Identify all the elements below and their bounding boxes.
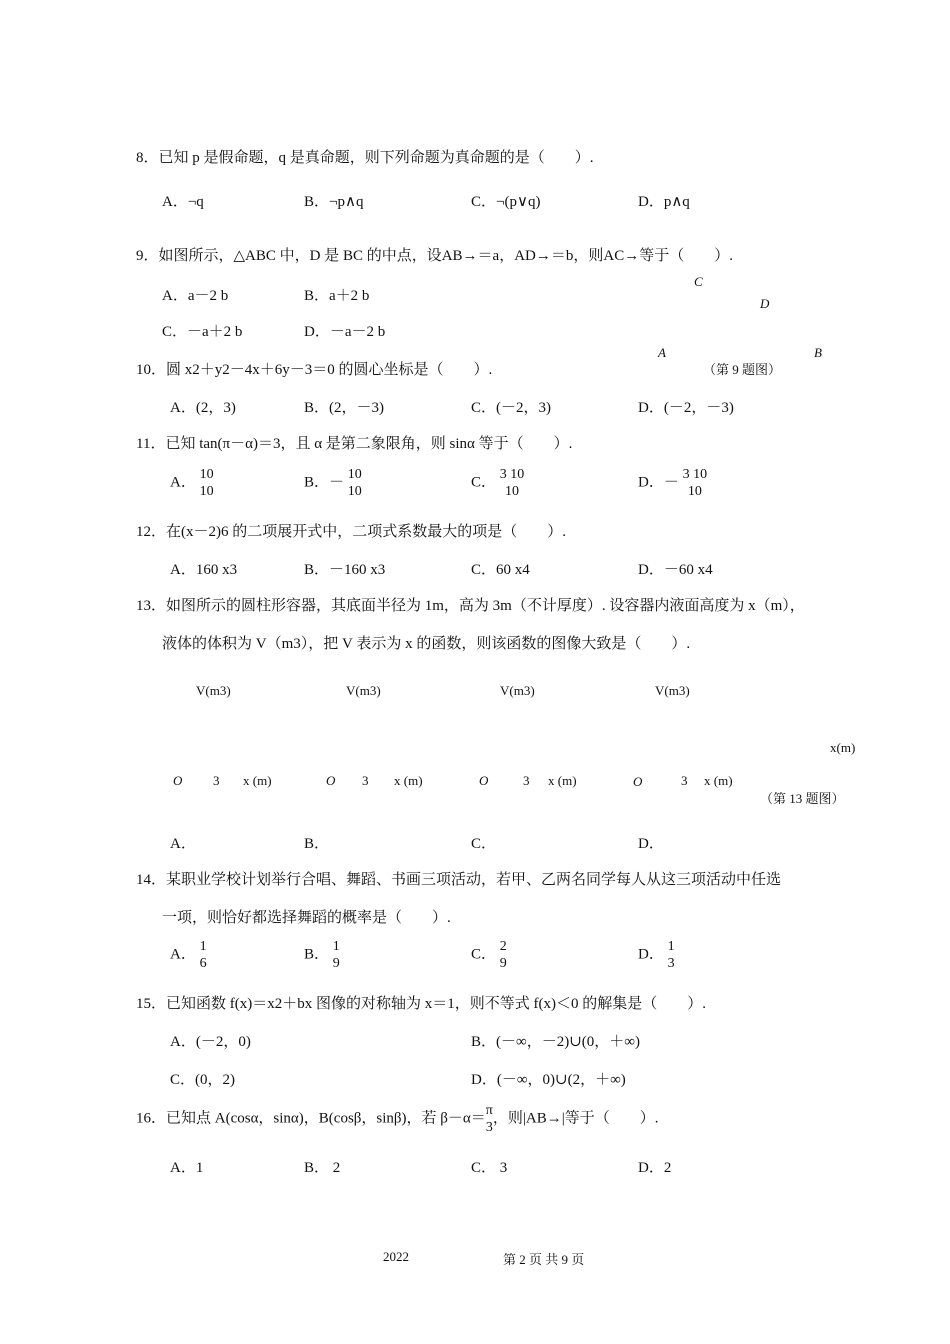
q10-option-d: D．(－2，－3) [638, 400, 734, 416]
q16-option-a: A．1 [170, 1160, 204, 1176]
graph-a-x-label: x (m) [243, 773, 272, 788]
q11-b-den: 10 [347, 484, 362, 499]
graph-a-tick: 3 [213, 773, 220, 788]
q16-pi-num: π [485, 1103, 493, 1118]
question-16-stem [136, 1102, 658, 1136]
q11-d-den: 10 [687, 484, 702, 499]
q16-pi-fraction [486, 1102, 493, 1136]
q15-option-b: B．(－∞，－2)∪(0，＋∞) [471, 1034, 640, 1050]
q9-option-b: B．a＋2 b [304, 288, 370, 304]
q9-option-a: A．a－2 b [162, 288, 229, 304]
q11-option-c-fraction [500, 466, 525, 500]
q10-option-a: A．(2，3) [170, 400, 236, 416]
q9-figure-caption: （第 9 题图） [703, 362, 782, 377]
q10-option-b: B．(2，－3) [304, 400, 384, 416]
q14-option-c [471, 938, 507, 972]
q16-option-b: B． 2 [304, 1160, 341, 1176]
q11-d-num: 3 10 [682, 467, 708, 482]
q12-option-d: D．－60 x4 [638, 562, 713, 578]
question-9-stem: 9．如图所示，△ABC 中，D 是 BC 的中点，设AB→＝a，AD→＝b，则AC→等于（ ）. [136, 248, 733, 264]
q9-figure-label-c: C [694, 274, 703, 289]
question-10-stem: 10．圆 x2＋y2－4x＋6y－3＝0 的圆心坐标是（ ）. [136, 362, 493, 378]
q13-option-b: B． [304, 836, 330, 852]
q14-option-b [304, 938, 340, 972]
q16-option-c: C． 3 [471, 1160, 508, 1176]
q12-option-a: A．160 x3 [170, 562, 238, 578]
q14-a-num: 1 [199, 939, 207, 954]
q11-option-b-fraction [348, 466, 362, 500]
graph-b-tick: 3 [362, 773, 369, 788]
graph-b-y-label: V(m3) [346, 683, 381, 698]
q13-option-c: C． [471, 836, 497, 852]
q16-stem-after: ，则|AB→|等于（ ）. [492, 1110, 659, 1127]
q14-b-num: 1 [332, 939, 340, 954]
q13-figure-x-label: x(m) [830, 740, 856, 755]
q9-figure-label-b: B [814, 345, 822, 360]
q11-option-a [170, 466, 214, 500]
q14-option-a-fraction [200, 938, 207, 972]
q9-option-d: D．－a－2 b [304, 324, 386, 340]
question-11-stem: 11．已知 tan(π－α)＝3，且 α 是第二象限角，则 sinα 等于（ ）. [136, 436, 573, 452]
question-13-stem-line-1: 13．如图所示的圆柱形容器，其底面半径为 1m，高为 3m（不计厚度）. 设容器内液面高度为 x（m）， [136, 598, 805, 614]
q13-option-d: D． [638, 836, 664, 852]
footer-page-number: 第 2 页 共 9 页 [503, 1252, 585, 1267]
q11-a-den: 10 [199, 484, 214, 499]
graph-d-y-label: V(m3) [655, 683, 690, 698]
graph-d-origin: O [633, 774, 643, 789]
q14-option-a [170, 938, 207, 972]
q8-option-c: C．¬(p∨q) [471, 194, 541, 210]
q14-option-b-label: B． [304, 946, 330, 963]
q14-d-num: 1 [667, 939, 675, 954]
question-12-stem: 12．在(x－2)6 的二项展开式中，二项式系数最大的项是（ ）. [136, 524, 566, 540]
q11-c-den: 10 [505, 484, 520, 499]
q11-option-c-label: C． [471, 474, 497, 491]
q11-option-d-label: D．－ [638, 474, 679, 491]
q14-option-c-fraction [500, 938, 507, 972]
q14-option-c-label: C． [471, 946, 497, 963]
q11-c-num: 3 10 [499, 467, 525, 482]
q14-option-b-fraction [333, 938, 340, 972]
q16-option-d: D．2 [638, 1160, 672, 1176]
q11-a-num: 10 [199, 467, 214, 482]
question-13-stem-line-2: 液体的体积为 V（m3），把 V 表示为 x 的函数，则该函数的图像大致是（ ）. [162, 636, 691, 652]
graph-c-x-label: x (m) [548, 773, 577, 788]
q9-figure-label-a: A [658, 345, 666, 360]
question-8-stem: 8．已知 p 是假命题，q 是真命题，则下列命题为真命题的是（ ）. [136, 150, 594, 166]
q14-option-d [638, 938, 675, 972]
graph-d-tick: 3 [681, 773, 688, 788]
q14-option-d-label: D． [638, 946, 664, 963]
q14-b-den: 9 [332, 956, 340, 971]
graph-a-origin: O [173, 773, 183, 788]
q14-c-den: 9 [499, 956, 507, 971]
q8-option-a: A．¬q [162, 194, 204, 210]
q16-pi-den: 3 [485, 1120, 493, 1135]
q11-option-d [638, 466, 707, 500]
q8-option-d: D．p∧q [638, 194, 690, 210]
q11-option-a-fraction [200, 466, 214, 500]
graph-c-origin: O [479, 773, 489, 788]
q11-option-a-label: A． [170, 474, 196, 491]
q13-figure-caption: （第 13 题图） [760, 791, 845, 806]
q14-a-den: 6 [199, 956, 207, 971]
graph-b-x-label: x (m) [394, 773, 423, 788]
q15-option-c: C．(0，2) [170, 1072, 235, 1088]
q11-option-b [304, 466, 362, 500]
graph-b-origin: O [326, 773, 336, 788]
graph-c-tick: 3 [523, 773, 530, 788]
graph-d-x-label: x (m) [704, 773, 733, 788]
q10-option-c: C．(－2，3) [471, 400, 551, 416]
q9-option-c: C．－a＋2 b [162, 324, 243, 340]
q11-option-b-label: B．－ [304, 474, 345, 491]
q12-option-c: C．60 x4 [471, 562, 530, 578]
question-14-stem-line-1: 14．某职业学校计划举行合唱、舞蹈、书画三项活动，若甲、乙两名同学每人从这三项活动中任选 [136, 872, 782, 888]
q14-option-a-label: A． [170, 946, 196, 963]
q15-option-a: A．(－2，0) [170, 1034, 251, 1050]
q11-option-c [471, 466, 524, 500]
q11-option-d-fraction [683, 466, 708, 500]
q16-stem-before: 16．已知点 A(cosα，sinα)，B(cosβ，sinβ)，若 β－α＝ [136, 1110, 486, 1127]
q9-figure-label-d: D [760, 296, 770, 311]
graph-c-y-label: V(m3) [500, 683, 535, 698]
q14-option-d-fraction [668, 938, 675, 972]
question-14-stem-line-2: 一项，则恰好都选择舞蹈的概率是（ ）. [162, 910, 451, 926]
q13-option-a: A． [170, 836, 196, 852]
q12-option-b: B．－160 x3 [304, 562, 386, 578]
graph-a-y-label: V(m3) [196, 683, 231, 698]
q14-c-num: 2 [499, 939, 507, 954]
question-15-stem: 15．已知函数 f(x)＝x2＋bx 图像的对称轴为 x＝1，则不等式 f(x)＜0 的解集是（ ）. [136, 996, 706, 1012]
q8-option-b: B．¬p∧q [304, 194, 364, 210]
footer-year: 2022 [383, 1249, 409, 1264]
q15-option-d: D．(－∞，0)∪(2，＋∞) [471, 1072, 626, 1088]
q11-b-num: 10 [347, 467, 362, 482]
q14-d-den: 3 [667, 956, 675, 971]
